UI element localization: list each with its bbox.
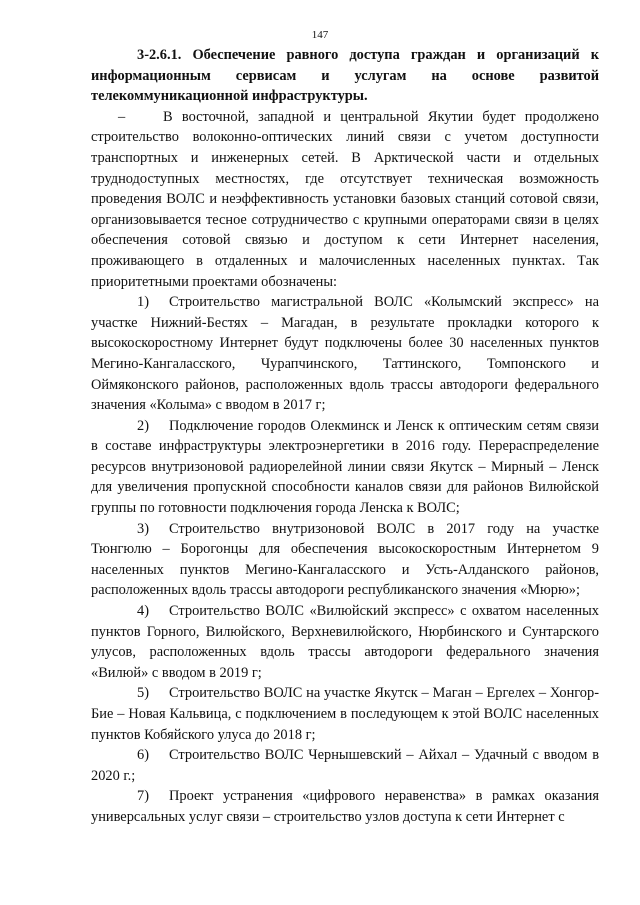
- list-item-text: Строительство внутризоновой ВОЛС в 2017 году на участке Тюнгюлю – Борогонцы для обеспечения высокоскоростным Интернетом 9 населенных пунктов Мегино-Кангаласского и Усть-Алданского районов, расположенных вдоль трассы автодороги республиканского значения «Мюрю»;: [91, 520, 599, 599]
- list-item-text: Строительство ВОЛС Чернышевский – Айхал – Удачный с вводом в 2020 г.;: [91, 747, 599, 784]
- list-item-number: 3): [137, 520, 149, 537]
- list-item-text: Строительство магистральной ВОЛС «Колымский экспресс» на участке Нижний-Бестях – Магадан, в результате прокладки которого к высокоскоростному Интернет будут подключены более 30 населенных пунктов Мегино-Кангаласского, Чурапчинского, Таттинского, Томпонского и Оймяконского районов, расположенных вдоль трассы автодороги федерального значения «Колыма» с вводом в 2017 г;: [91, 294, 599, 414]
- intro-paragraph: [91, 107, 599, 292]
- list-item: [91, 745, 599, 786]
- list-item-number: 6): [137, 747, 149, 764]
- list-item-text: Проект устранения «цифрового неравенства» в рамках оказания универсальных услуг связи – строительство узлов доступа к сети Интернет с: [91, 788, 599, 825]
- list-item: [91, 416, 599, 519]
- section-heading: 3-2.6.1. Обеспечение равного доступа граждан и организаций к информационным сервисам и услугам на основе развитой телекоммуникационной инфраструктуры.: [91, 47, 599, 105]
- list-item-text: Строительство ВОЛС на участке Якутск – Маган – Ергелех – Хонгор-Бие – Новая Кальвица, с подключением в последующем к этой ВОЛС населенных пунктов Кобяйского улуса до 2018 г;: [91, 685, 599, 743]
- page-number: 147: [311, 29, 329, 41]
- list-item-number: 4): [137, 603, 149, 620]
- document-body: [91, 45, 599, 828]
- list-item: [91, 786, 599, 827]
- intro-dash: –: [118, 108, 126, 125]
- list-item: [91, 601, 599, 683]
- list-item: [91, 292, 599, 416]
- intro-text: В восточной, западной и центральной Якутии будет продолжено строительство волоконно-оптических линий связи с учетом доступности транспортных и инженерных сетей. В Арктической части и отдельных труднодоступных местностях, где отсутствует техническая возможность проведения ВОЛС и неэффективность установки базовых станций сотовой связи, организовывается тесное сотрудничество с крупными операторами связи в целях обеспечения сотовой связью и доступом к сети Интернет населения, проживающего в отдаленных и малочисленных населенных пунктах. Так приоритетными проектами обозначены:: [91, 108, 599, 290]
- list-item-number: 2): [137, 417, 149, 434]
- list-item: [91, 683, 599, 745]
- list-item-text: Строительство ВОЛС «Вилюйский экспресс» с охватом населенных пунктов Горного, Вилюйского, Верхневилюйского, Нюрбинского и Сунтарского улусов, расположенных вдоль трассы автодороги федерального значения «Вилюй» с вводом в 2019 г;: [91, 603, 599, 681]
- list-item-number: 5): [137, 685, 149, 702]
- list-item: [91, 519, 599, 601]
- list-item-text: Подключение городов Олекминск и Ленск к оптическим сетям связи в составе инфраструктуры электроэнергетики в 2016 году. Перераспределение ресурсов внутризоновой радиорелейной линии связи Якутск – Мирный – Ленск для увеличения пропускной способности каналов связи для районов Вилюйской группы по готовности подключения города Ленска к ВОЛС;: [91, 417, 599, 517]
- list-item-number: 1): [137, 294, 149, 311]
- list-item-number: 7): [137, 788, 149, 805]
